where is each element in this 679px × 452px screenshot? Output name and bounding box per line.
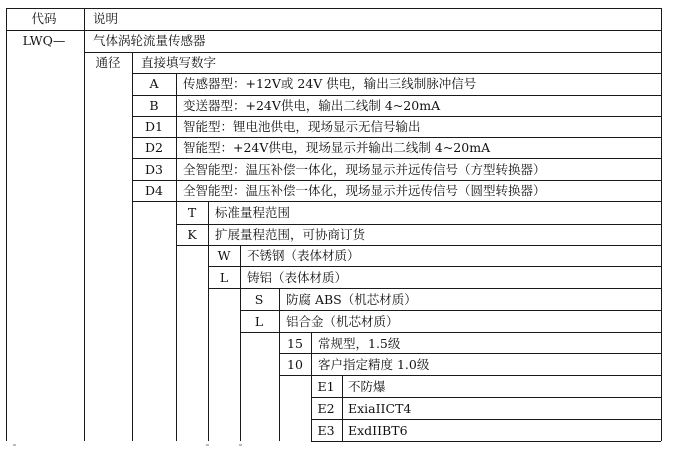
table-rule [132, 137, 661, 138]
accuracy-desc: 常规型，1.5级 [318, 336, 401, 351]
explosion-code: E3 [317, 423, 335, 438]
table-rule [279, 353, 661, 354]
explosion-desc: ExdIIBT6 [348, 423, 408, 438]
table-rule [84, 8, 85, 441]
table-rule [208, 288, 661, 289]
table-rule [661, 8, 662, 441]
range-desc: 扩展量程范围，可协商订货 [215, 227, 366, 242]
scan-artifact [206, 444, 209, 446]
table-rule [176, 73, 177, 441]
table-rule [240, 310, 661, 311]
scan-artifact [13, 444, 16, 446]
accuracy-code: 10 [287, 357, 303, 372]
type-desc: 传感器型：+12V或 24V 供电，输出三线制脉冲信号 [183, 76, 477, 91]
type-code: D1 [145, 119, 163, 134]
body-material-desc: 不锈钢（表体材质） [247, 248, 360, 263]
table-rule [132, 116, 661, 117]
type-code: B [149, 98, 159, 113]
explosion-code: E1 [317, 379, 335, 394]
table-rule [132, 52, 133, 441]
table-rule [279, 375, 661, 376]
type-code: D4 [145, 183, 163, 198]
explosion-code: E2 [317, 401, 335, 416]
table-rule [240, 245, 241, 441]
type-code: A [149, 76, 159, 91]
type-desc: 全智能型：温压补偿一体化，现场显示并远传信号（圆型转换器） [183, 183, 546, 198]
type-desc: 智能型：+24V供电，现场显示并输出二线制 4~20mA [183, 140, 491, 155]
table-rule [311, 441, 661, 442]
model-desc: 气体涡轮流量传感器 [93, 33, 206, 48]
table-rule [176, 245, 661, 246]
range-desc: 标准量程范围 [215, 205, 291, 220]
type-desc: 智能型：锂电池供电，现场显示无信号输出 [183, 119, 421, 134]
core-material-code: L [254, 314, 264, 329]
table-rule [132, 73, 661, 74]
table-rule [208, 266, 661, 267]
table-rule [279, 288, 280, 441]
bore-desc: 直接填写数字 [141, 55, 217, 70]
model-code: LWQ— [22, 33, 66, 48]
core-material-desc: 铝合金（机芯材质） [286, 314, 399, 329]
table-rule [311, 397, 661, 398]
table-rule [311, 332, 312, 441]
table-rule [84, 52, 661, 53]
range-code: K [187, 227, 197, 242]
table-rule [6, 8, 7, 441]
type-desc: 变送器型：+24V供电，输出二线制 4~20mA [183, 98, 441, 113]
body-material-code: W [217, 248, 231, 263]
table-rule [208, 201, 209, 441]
table-rule [342, 375, 343, 441]
explosion-desc: 不防爆 [348, 379, 386, 394]
range-code: T [187, 205, 197, 220]
table-rule [311, 419, 661, 420]
explosion-desc: ExiaIICT4 [348, 401, 412, 416]
header-desc: 说明 [93, 11, 119, 26]
type-code: D2 [145, 140, 163, 155]
accuracy-code: 15 [287, 336, 303, 351]
body-material-code: L [219, 270, 229, 285]
core-material-code: S [254, 292, 264, 307]
table-rule [132, 180, 661, 181]
table-rule [6, 8, 661, 9]
type-desc: 全智能型：温压补偿一体化，现场显示并远传信号（方型转换器） [183, 162, 546, 177]
table-rule [132, 95, 661, 96]
table-rule [132, 158, 661, 159]
table-rule [176, 224, 661, 225]
table-rule [240, 332, 661, 333]
type-code: D3 [145, 162, 163, 177]
scan-artifact [239, 444, 242, 446]
table-rule [132, 201, 661, 202]
header-code: 代码 [31, 11, 57, 26]
table-rule [6, 30, 661, 31]
accuracy-desc: 客户指定精度 1.0级 [318, 357, 430, 372]
bore-code: 通径 [95, 55, 121, 70]
core-material-desc: 防腐 ABS（机芯材质） [286, 292, 417, 307]
body-material-desc: 铸铝（表体材质） [247, 270, 348, 285]
